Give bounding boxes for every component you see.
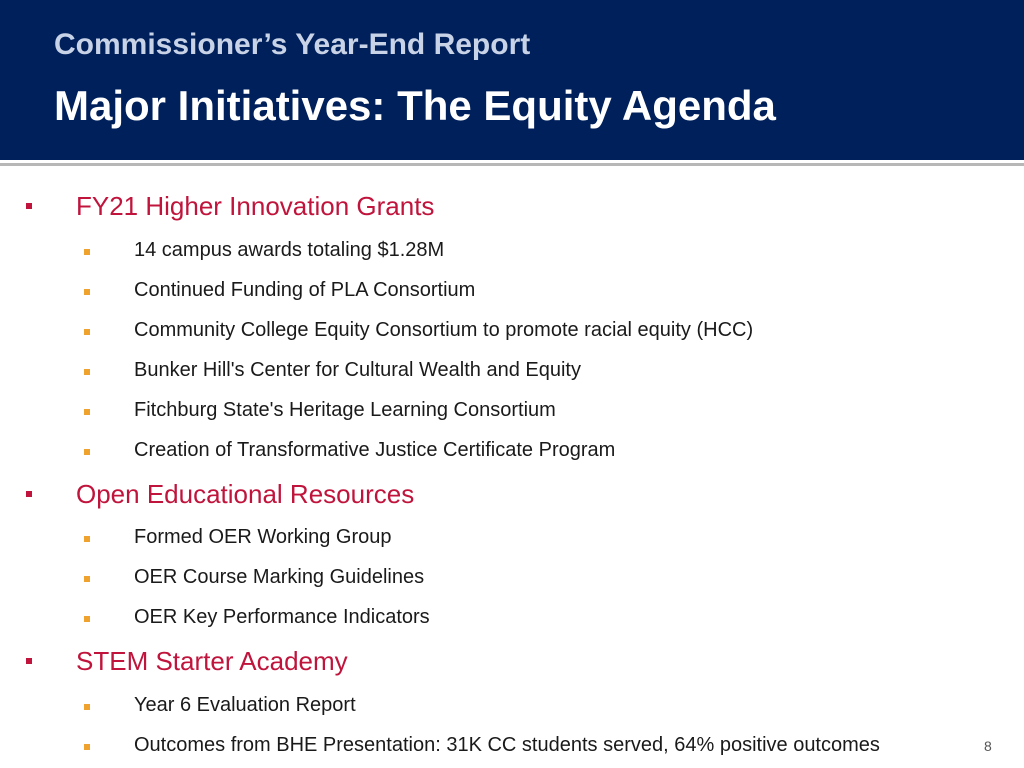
list-item-text: OER Course Marking Guidelines bbox=[134, 566, 425, 588]
square-bullet-icon bbox=[26, 658, 32, 664]
list-item bbox=[0, 439, 1000, 467]
square-bullet-icon bbox=[84, 576, 90, 582]
square-bullet-icon bbox=[84, 369, 90, 375]
list-item-text: Year 6 Evaluation Report bbox=[134, 694, 356, 716]
list-item bbox=[0, 279, 1000, 307]
square-bullet-icon bbox=[84, 616, 90, 622]
list-item bbox=[0, 526, 1000, 554]
list-item bbox=[0, 606, 1000, 634]
list-item bbox=[0, 399, 1000, 427]
list-item bbox=[0, 694, 1000, 722]
bullet-heading-oer bbox=[0, 479, 1000, 513]
square-bullet-icon bbox=[26, 203, 32, 209]
list-item-text: OER Key Performance Indicators bbox=[134, 606, 430, 628]
square-bullet-icon bbox=[84, 536, 90, 542]
bullet-heading-stem bbox=[0, 646, 1000, 680]
list-item-text: 14 campus awards totaling $1.28M bbox=[134, 239, 445, 261]
list-item bbox=[0, 734, 1000, 762]
list-item bbox=[0, 359, 1000, 387]
square-bullet-icon bbox=[84, 704, 90, 710]
square-bullet-icon bbox=[84, 329, 90, 335]
page-number: 8 bbox=[984, 738, 992, 754]
bullet-heading-text: Open Educational Resources bbox=[76, 479, 415, 509]
list-item-text: Bunker Hill's Center for Cultural Wealth and Equity bbox=[134, 359, 581, 381]
slide-title: Major Initiatives: The Equity Agenda bbox=[54, 82, 776, 129]
list-item-text: Outcomes from BHE Presentation: 31K CC students served, 64% positive outcomes bbox=[134, 734, 880, 756]
square-bullet-icon bbox=[84, 409, 90, 415]
list-item bbox=[0, 566, 1000, 594]
list-item-text: Fitchburg State's Heritage Learning Consortium bbox=[134, 399, 556, 421]
square-bullet-icon bbox=[84, 249, 90, 255]
list-item-text: Formed OER Working Group bbox=[134, 526, 392, 548]
list-item bbox=[0, 239, 1000, 267]
bullet-heading-text: FY21 Higher Innovation Grants bbox=[76, 191, 435, 221]
square-bullet-icon bbox=[26, 491, 32, 497]
square-bullet-icon bbox=[84, 449, 90, 455]
list-item-text: Continued Funding of PLA Consortium bbox=[134, 279, 476, 301]
slide-subtitle: Commissioner’s Year-End Report bbox=[54, 28, 531, 61]
list-item-text: Community College Equity Consortium to promote racial equity (HCC) bbox=[134, 319, 754, 341]
square-bullet-icon bbox=[84, 744, 90, 750]
bullet-heading-text: STEM Starter Academy bbox=[76, 646, 348, 676]
bullet-heading-innovation-grants bbox=[0, 191, 1000, 225]
list-item-text: Creation of Transformative Justice Certificate Program bbox=[134, 439, 616, 461]
list-item bbox=[0, 319, 1000, 347]
square-bullet-icon bbox=[84, 289, 90, 295]
